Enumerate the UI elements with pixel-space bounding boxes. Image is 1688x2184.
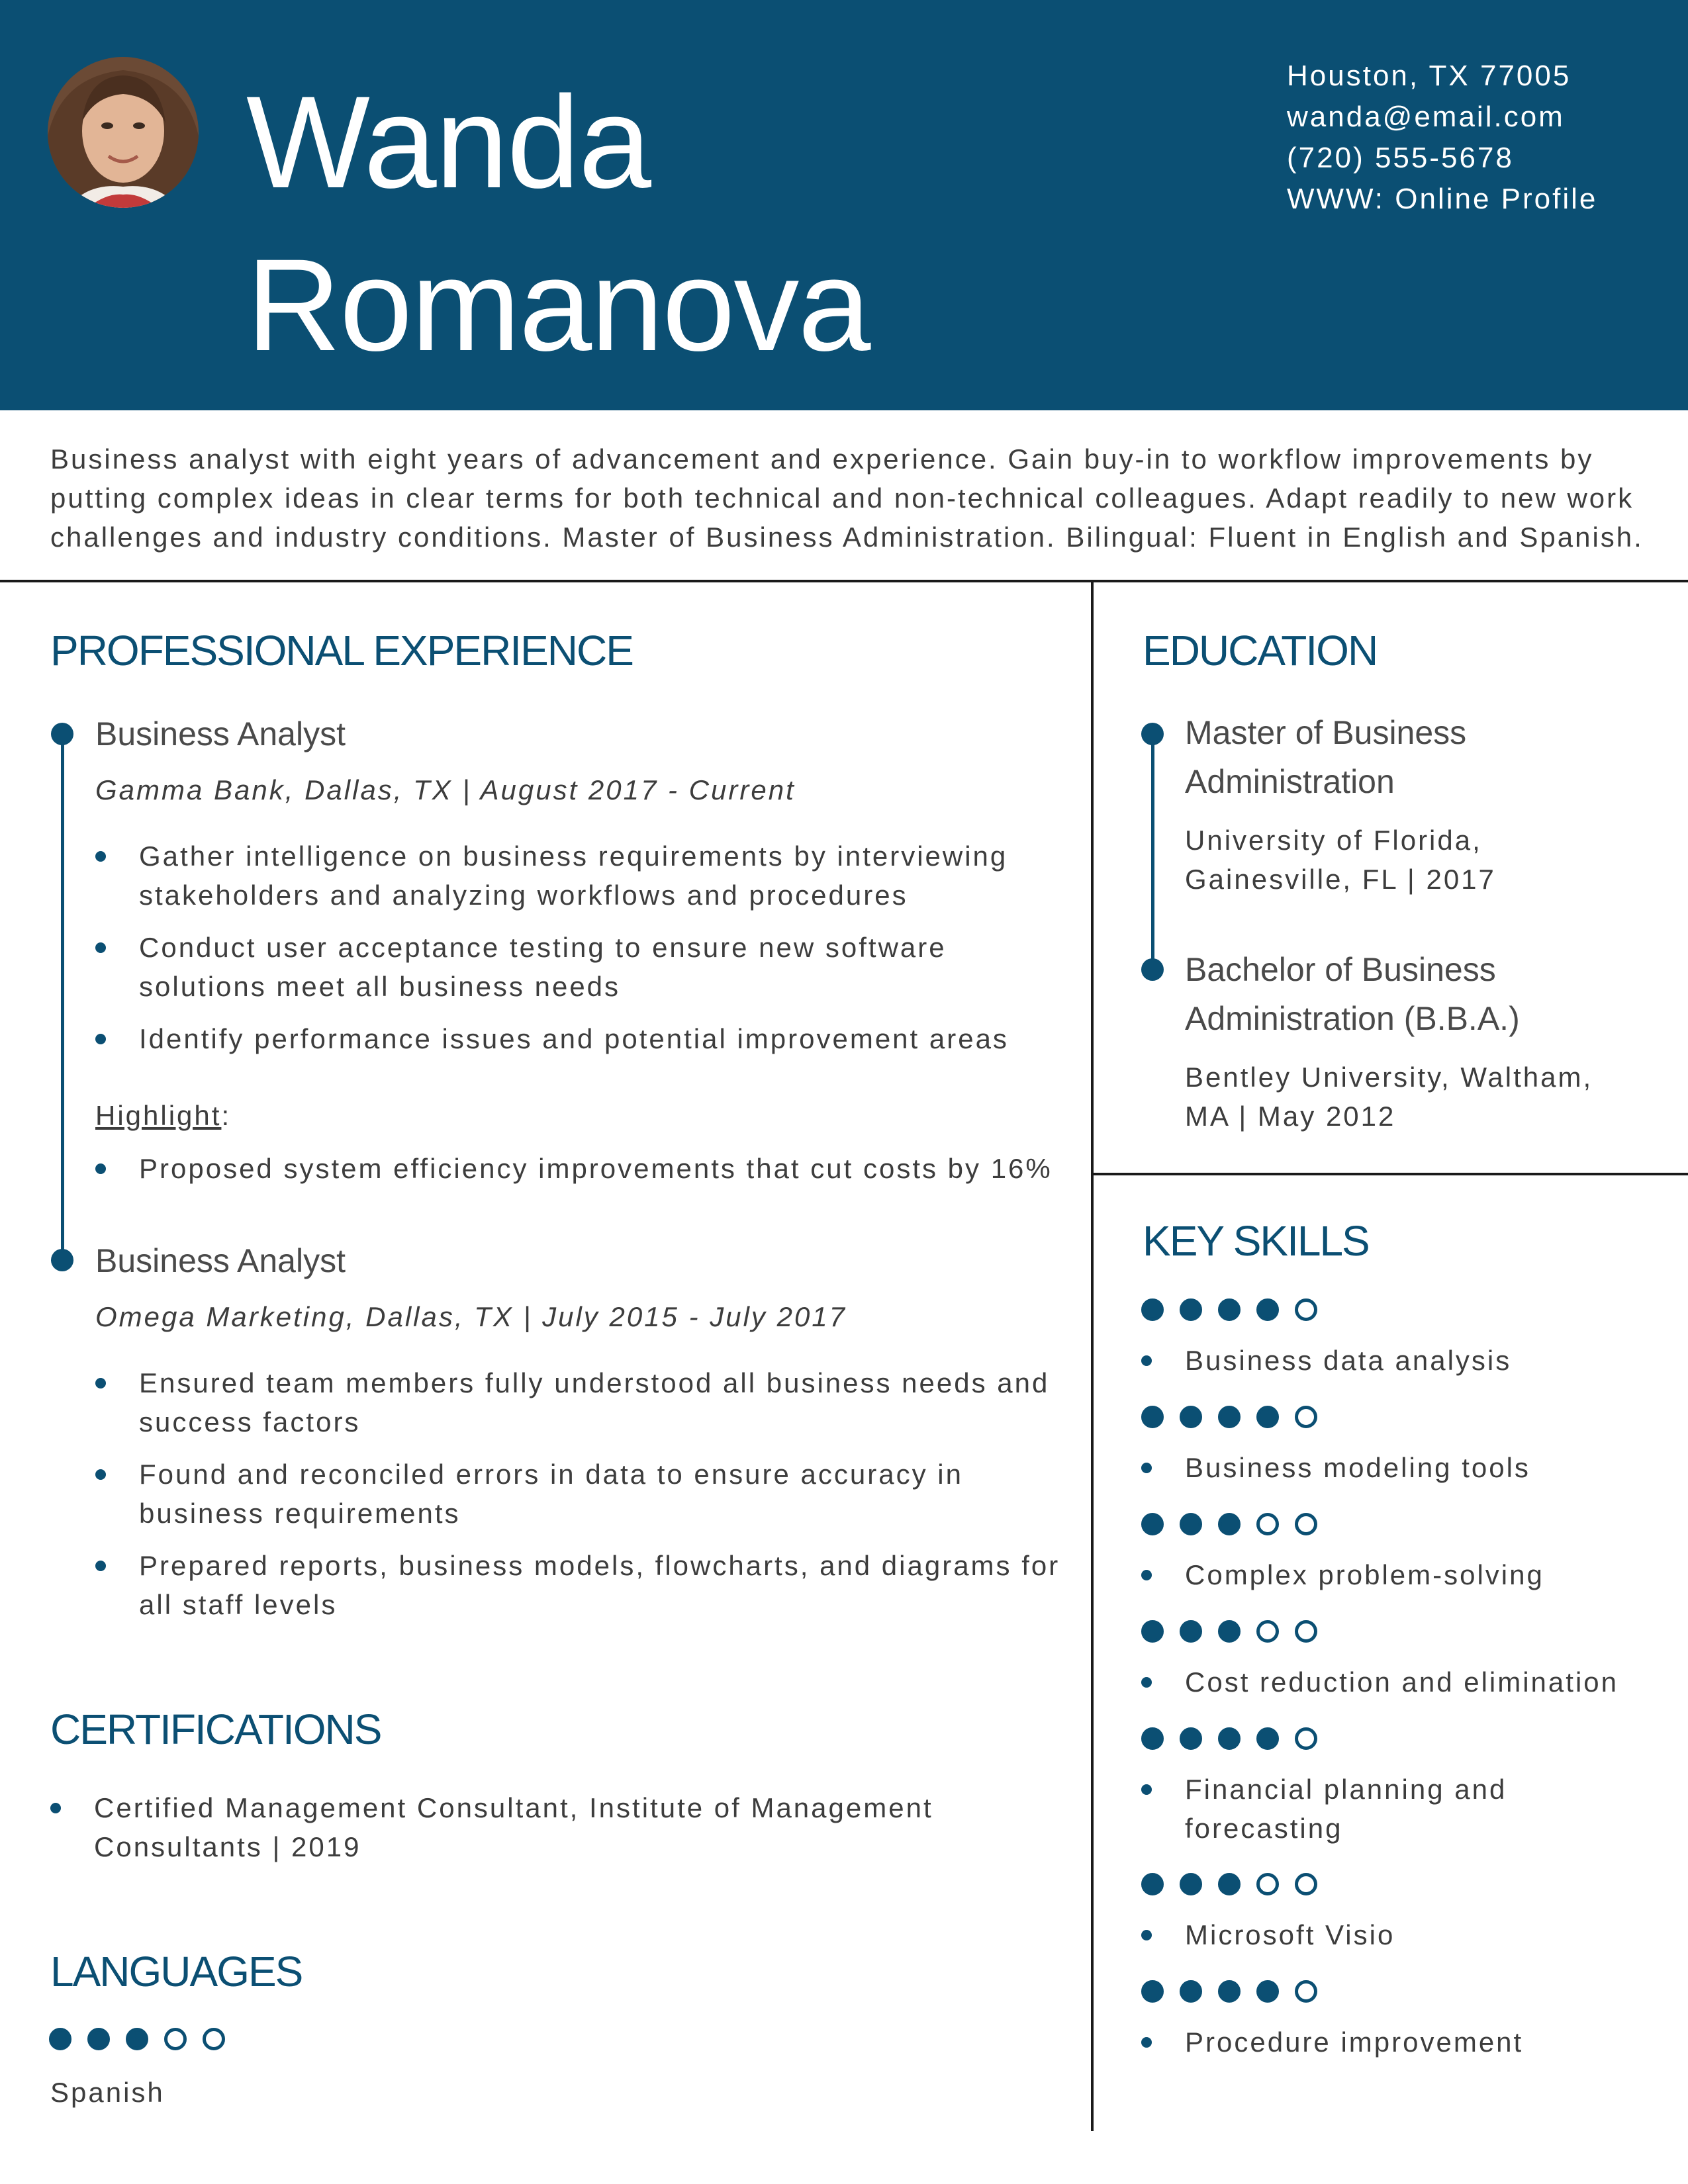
bullet-line: stakeholders and analyzing workflows and procedures (139, 880, 908, 911)
first-name: Wanda (246, 69, 651, 215)
degree-title (1185, 945, 1520, 1043)
rating-dot-empty (1295, 1298, 1317, 1321)
bullet-line: Identify performance issues and potential improvement areas (139, 1023, 1009, 1054)
contact-phone: (720) 555-5678 (1287, 142, 1514, 174)
bullet-line: success factors (139, 1406, 361, 1437)
timeline-dot (1141, 723, 1164, 745)
certifications-list (50, 1788, 933, 1880)
summary (50, 439, 1652, 557)
job-bullets (95, 837, 1009, 1071)
rating-dot-filled (126, 2028, 148, 2050)
bullet-line: Gather intelligence on business requirements by interviewing (139, 841, 1008, 872)
education-heading: EDUCATION (1143, 627, 1378, 674)
skill-line: Procedure improvement (1185, 2026, 1524, 2058)
skill-line: forecasting (1185, 1813, 1343, 1844)
experience-heading: PROFESSIONAL EXPERIENCE (50, 627, 633, 674)
bullet-line: Certified Management Consultant, Institute of Management (94, 1792, 933, 1823)
skill-rating (1141, 1298, 1317, 1321)
rating-dot-empty (1256, 1873, 1279, 1895)
rating-dot-filled (1141, 1873, 1164, 1895)
job-meta: Omega Marketing, Dallas, TX | July 2015 - July 2017 (95, 1301, 847, 1332)
highlight-label (95, 1100, 231, 1132)
skill-name (1141, 1770, 1507, 1848)
skill-line: Business data analysis (1185, 1345, 1512, 1376)
skill-rating (1141, 1406, 1317, 1428)
rating-dot-filled (1180, 1406, 1202, 1428)
timeline-dot (51, 1249, 73, 1271)
summary-line: challenges and industry conditions. Master of Business Administration. Bilingual: Fluent in English and Spanish. (50, 522, 1644, 553)
list-item (95, 837, 1009, 915)
rating-dot-filled (1141, 1980, 1164, 2003)
certifications-heading: CERTIFICATIONS (50, 1706, 381, 1753)
rating-dot-filled (87, 2028, 110, 2050)
skill-name (1141, 1662, 1618, 1702)
language-rating (49, 2028, 225, 2050)
timeline-dot (51, 723, 73, 745)
rating-dot-filled (1141, 1298, 1164, 1321)
bullet-line: Consultants | 2019 (94, 1831, 361, 1862)
rating-dot-filled (1218, 1406, 1241, 1428)
skill-rating (1141, 1727, 1317, 1750)
rating-dot-filled (49, 2028, 71, 2050)
column-divider (1091, 582, 1094, 2131)
experience-timeline (61, 735, 64, 1257)
rating-dot-empty (203, 2028, 225, 2050)
rating-dot-filled (1180, 1298, 1202, 1321)
list-item (95, 1149, 1053, 1188)
degree-title (1185, 708, 1466, 806)
rating-dot-empty (164, 2028, 187, 2050)
rating-dot-filled (1256, 1980, 1279, 2003)
language-name: Spanish (50, 2077, 165, 2108)
rating-dot-filled (1180, 1620, 1202, 1643)
school-info (1185, 821, 1496, 899)
rating-dot-empty (1295, 1727, 1317, 1750)
list-item (95, 1455, 1060, 1533)
school-info (1185, 1058, 1593, 1136)
rating-dot-filled (1218, 1727, 1241, 1750)
skill-name (1141, 1915, 1395, 1954)
rating-dot-empty (1256, 1513, 1279, 1535)
bullet-line: all staff levels (139, 1589, 338, 1620)
header-banner (0, 0, 1688, 410)
portrait-image (48, 57, 199, 208)
job-bullets (95, 1363, 1060, 1637)
skill-name (1141, 1448, 1530, 1487)
skill-name (1141, 2023, 1523, 2062)
rating-dot-filled (1180, 1513, 1202, 1535)
skill-rating (1141, 1513, 1317, 1535)
skill-name (1141, 1341, 1511, 1380)
bullet-line: business requirements (139, 1498, 461, 1529)
contact-location: Houston, TX 77005 (1287, 60, 1571, 92)
rating-dot-filled (1180, 1727, 1202, 1750)
contact-info (1287, 56, 1597, 220)
skill-line: Cost reduction and elimination (1185, 1666, 1618, 1698)
skill-rating (1141, 1873, 1317, 1895)
rating-dot-filled (1218, 1298, 1241, 1321)
rating-dot-filled (1141, 1727, 1164, 1750)
bullet-line: Conduct user acceptance testing to ensure new software (139, 932, 947, 963)
degree-line: Master of Business (1185, 714, 1467, 751)
degree-line: Administration (B.B.A.) (1185, 1000, 1520, 1037)
avatar (48, 57, 199, 208)
school-line: Gainesville, FL | 2017 (1185, 864, 1496, 895)
rating-dot-filled (1180, 1873, 1202, 1895)
rating-dot-filled (1256, 1298, 1279, 1321)
degree-line: Administration (1185, 763, 1395, 800)
rating-dot-filled (1180, 1980, 1202, 2003)
summary-divider (0, 580, 1688, 582)
candidate-name (246, 61, 870, 387)
list-item (95, 928, 1009, 1006)
skills-heading: KEY SKILLS (1143, 1217, 1369, 1265)
skill-line: Financial planning and (1185, 1774, 1507, 1805)
education-timeline (1151, 735, 1154, 970)
contact-website[interactable]: WWW: Online Profile (1287, 183, 1598, 215)
skill-rating (1141, 1620, 1317, 1643)
rating-dot-filled (1141, 1406, 1164, 1428)
rating-dot-filled (1218, 1980, 1241, 2003)
bullet-line: Found and reconciled errors in data to ensure accuracy in (139, 1459, 963, 1490)
job-highlights (95, 1149, 1053, 1201)
school-line: Bentley University, Waltham, (1185, 1062, 1593, 1093)
highlight-word: Highlight (95, 1100, 222, 1131)
list-item (50, 1788, 933, 1866)
skill-line: Microsoft Visio (1185, 1919, 1395, 1950)
list-item (95, 1363, 1060, 1441)
bullet-line: Proposed system efficiency improvements that cut costs by 16% (139, 1153, 1053, 1184)
highlight-colon: : (221, 1100, 232, 1131)
rating-dot-filled (1141, 1513, 1164, 1535)
skill-line: Business modeling tools (1185, 1452, 1530, 1483)
summary-line: putting complex ideas in clear terms for both technical and non-technical colleagues. Adapt readily to new work (50, 482, 1634, 514)
education-divider (1094, 1173, 1688, 1175)
rating-dot-filled (1218, 1873, 1241, 1895)
school-line: University of Florida, (1185, 825, 1482, 856)
rating-dot-filled (1218, 1620, 1241, 1643)
rating-dot-empty (1256, 1620, 1279, 1643)
skill-rating (1141, 1980, 1317, 2003)
skill-name (1141, 1555, 1544, 1594)
summary-line: Business analyst with eight years of advancement and experience. Gain buy-in to workflow improvements by (50, 443, 1594, 475)
school-line: MA | May 2012 (1185, 1101, 1396, 1132)
rating-dot-filled (1218, 1513, 1241, 1535)
rating-dot-empty (1295, 1980, 1317, 2003)
rating-dot-filled (1256, 1727, 1279, 1750)
languages-heading: LANGUAGES (50, 1948, 303, 1995)
rating-dot-empty (1295, 1620, 1317, 1643)
job-title: Business Analyst (95, 715, 346, 752)
list-item (95, 1019, 1009, 1058)
degree-line: Bachelor of Business (1185, 951, 1496, 988)
rating-dot-empty (1295, 1406, 1317, 1428)
job-title: Business Analyst (95, 1242, 346, 1279)
list-item (95, 1546, 1060, 1624)
contact-email[interactable]: wanda@email.com (1287, 101, 1565, 133)
bullet-line: Prepared reports, business models, flowcharts, and diagrams for (139, 1550, 1060, 1581)
timeline-dot (1141, 958, 1164, 981)
skill-line: Complex problem-solving (1185, 1559, 1544, 1590)
job-meta: Gamma Bank, Dallas, TX | August 2017 - Current (95, 774, 796, 805)
bullet-line: solutions meet all business needs (139, 971, 621, 1002)
bullet-line: Ensured team members fully understood all business needs and (139, 1367, 1050, 1398)
rating-dot-empty (1295, 1873, 1317, 1895)
rating-dot-filled (1256, 1406, 1279, 1428)
last-name: Romanova (246, 232, 870, 378)
rating-dot-filled (1141, 1620, 1164, 1643)
rating-dot-empty (1295, 1513, 1317, 1535)
